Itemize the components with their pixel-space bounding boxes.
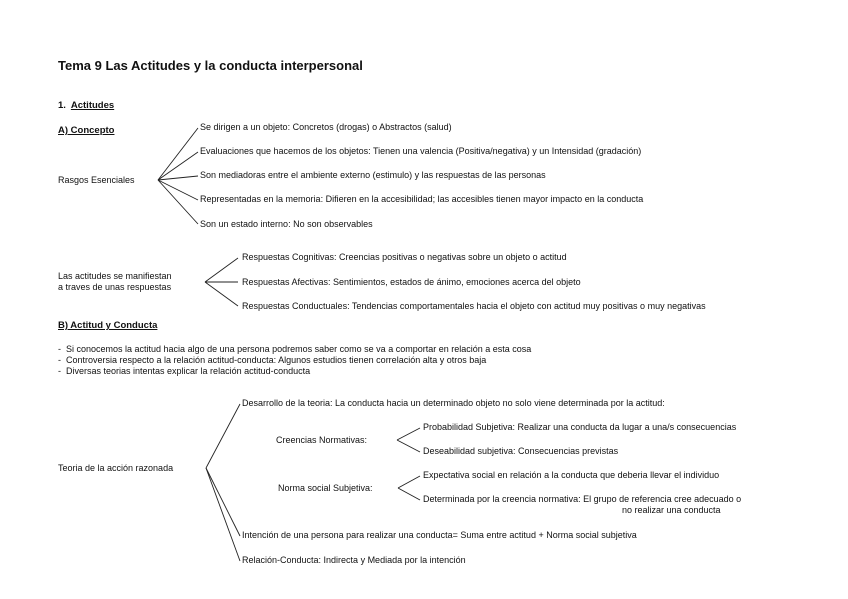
- respuestas-line-1: [205, 258, 238, 282]
- section-1-label: Actitudes: [70, 100, 115, 111]
- rasgo-item: Evaluaciones que hacemos de los objetos: Tienen una valencia (Positiva/negativa) y un Intensidad (gradación): [200, 146, 642, 156]
- teoria-line-2: [206, 468, 240, 536]
- bullet-item: - Si conocemos la actitud hacia algo de una persona podremos saber como se va a comportar en relación a esta cosa: [58, 344, 532, 354]
- section-1-number: 1.: [58, 100, 66, 111]
- norma-line-2: [398, 488, 420, 500]
- respuesta-item: Respuestas Afectivas: Sentimientos, estados de ánimo, emociones acerca del objeto: [242, 277, 581, 287]
- rasgos-line-5: [158, 180, 198, 224]
- respuestas-line-3: [205, 282, 238, 306]
- creencia-item: Deseabilidad subjetiva: Consecuencias previstas: [423, 446, 619, 456]
- teoria-label: Teoria de la acción razonada: [58, 463, 174, 473]
- rasgos-line-2: [158, 152, 198, 180]
- intencion-text: Intención de una persona para realizar una conducta= Suma entre actitud + Norma social subjetiva: [242, 530, 637, 540]
- norma-line-1: [398, 476, 420, 488]
- rasgos-line-1: [158, 128, 198, 180]
- bullet-item: - Diversas teorias intentas explicar la relación actitud-conducta: [58, 366, 311, 376]
- rasgo-item: Son un estado interno: No son observables: [200, 219, 373, 229]
- norma-item-continuation: no realizar una conducta: [622, 505, 721, 515]
- respuesta-item: Respuestas Conductuales: Tendencias comportamentales hacia el objeto con actitud muy positivas o muy negativas: [242, 301, 706, 311]
- rasgo-item: Se dirigen a un objeto: Concretos (drogas) o Abstractos (salud): [200, 122, 452, 132]
- desarrollo-text: Desarrollo de la teoria: La conducta hacia un determinado objeto no solo viene determinada por la actitud:: [242, 398, 665, 408]
- rasgos-label: Rasgos Esenciales: [58, 175, 135, 185]
- relacion-text: Relación-Conducta: Indirecta y Mediada por la intención: [242, 555, 466, 565]
- manifiestan-label-line-1: Las actitudes se manifiestan: [58, 271, 172, 281]
- rasgo-item: Son mediadoras entre el ambiente externo (estimulo) y las respuestas de las personas: [200, 170, 546, 180]
- norma-label: Norma social Subjetiva:: [278, 483, 373, 493]
- concepto-heading: A) Concepto: [58, 125, 115, 136]
- rasgos-line-3: [158, 176, 198, 180]
- actitud-conducta-heading: B) Actitud y Conducta: [58, 320, 158, 331]
- creencias-label: Creencias Normativas:: [276, 435, 368, 445]
- teoria-line-1: [206, 404, 240, 468]
- rasgos-line-4: [158, 180, 198, 200]
- respuesta-item: Respuestas Cognitivas: Creencias positivas o negativas sobre un objeto o actitud: [242, 252, 567, 262]
- bullet-text: Diversas teorias intentas explicar la relación actitud-conducta: [66, 366, 311, 376]
- manifiestan-label-line-2: a traves de unas respuestas: [58, 282, 172, 292]
- creencias-line-1: [397, 428, 420, 440]
- teoria-line-3: [206, 468, 240, 561]
- bullet-text: Si conocemos la actitud hacia algo de una persona podremos saber como se va a comportar en relación a esta cosa: [66, 344, 532, 354]
- page-title: Tema 9 Las Actitudes y la conducta interpersonal: [58, 58, 363, 73]
- norma-item: Determinada por la creencia normativa: El grupo de referencia cree adecuado o: [423, 494, 742, 504]
- creencias-line-2: [397, 440, 420, 452]
- section-1-heading: [58, 100, 114, 111]
- bullet-text: Controversia respecto a la relación actitud-conducta: Algunos estudios tienen correlación alta y otros baja: [66, 355, 487, 365]
- norma-item: Expectativa social en relación a la conducta que deberia llevar el individuo: [423, 470, 720, 480]
- bullet-item: - Controversia respecto a la relación actitud-conducta: Algunos estudios tienen correlación alta y otros baja: [58, 355, 487, 365]
- rasgo-item: Representadas en la memoria: Difieren en la accesibilidad; las accesibles tienen mayor impacto en la conducta: [200, 194, 644, 204]
- creencia-item: Probabilidad Subjetiva: Realizar una conducta da lugar a una/s consecuencias: [423, 422, 737, 432]
